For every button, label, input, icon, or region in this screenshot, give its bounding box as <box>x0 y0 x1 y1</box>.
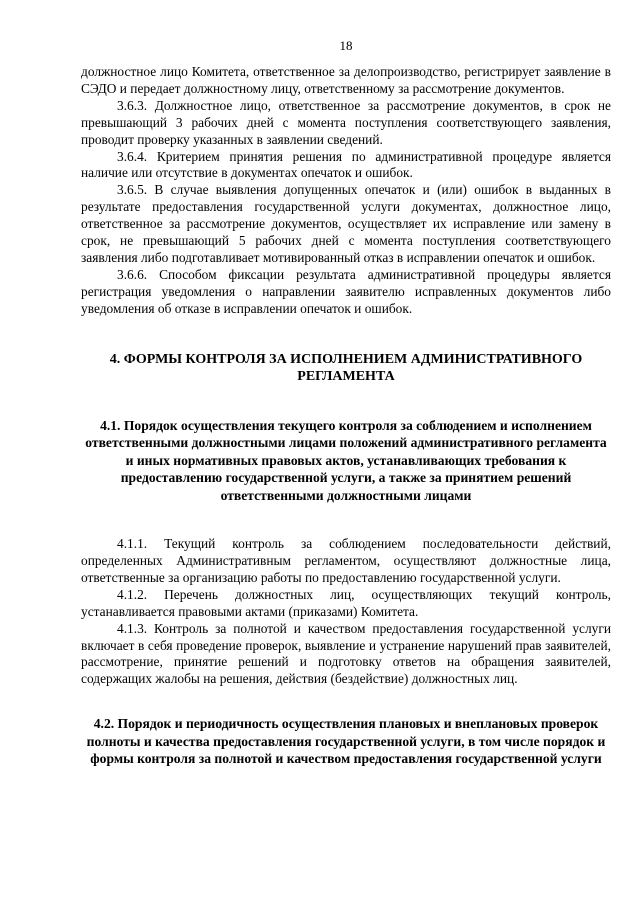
paragraph-3-6-3: 3.6.3. Должностное лицо, ответственное за рассмотрение документов, в срок не превышающий 3 рабочих дней с момента поступления соответствующего заявления, проводит проверку указанных в заявлении сведений. <box>81 97 611 147</box>
paragraph-3-6-4: 3.6.4. Критерием принятия решения по административной процедуре является наличие или отсутствие в документах опечаток и ошибок. <box>81 148 611 181</box>
section-4-title: 4. ФОРМЫ КОНТРОЛЯ ЗА ИСПОЛНЕНИЕМ АДМИНИСТРАТИВНОГО РЕГЛАМЕНТА <box>109 351 583 384</box>
subsection-4-2-title: 4.2. Порядок и периодичность осуществления плановых и внеплановых проверок полноты и качества предоставления государственной услуги, в том числе порядок и формы контроля за полнотой и качеством предоставления государственной услуги <box>86 716 606 767</box>
document-page <box>81 0 611 800</box>
page-number: 18 <box>339 38 353 53</box>
subsection-4-1-title: 4.1. Порядок осуществления текущего контроля за соблюдением и исполнением ответственными должностными лицами положений административного регламента и иных нормативных правовых актов, устанавливающих требования к предоставлению государственной услуги, а также за принятием решений ответственными должностными лицами <box>85 417 607 503</box>
paragraph-continuation: должностное лицо Комитета, ответственное за делопроизводство, регистрирует заявление в СЭДО и передает должностному лицу, ответственному за рассмотрение документов. <box>81 64 611 96</box>
paragraph-4-1-2: 4.1.2. Перечень должностных лиц, осуществляющих текущий контроль, устанавливается правовыми актами (приказами) Комитета. <box>81 586 611 619</box>
paragraph-3-6-5: 3.6.5. В случае выявления допущенных опечаток и (или) ошибок в выданных в результате предоставления государственной услуги документах, должностное лицо, ответственное за рассмотрение документов, осуществляет их исправление или замену в срок, не превышающий 5 рабочих дней с момента поступления соответствующего заявления либо подготавливает мотивированный отказ в исправлении опечаток и ошибок. <box>81 182 611 265</box>
paragraph-4-1-1: 4.1.1. Текущий контроль за соблюдением последовательности действий, определенных Административным регламентом, осуществляют должностные лица, ответственные за организацию работы по предоставлению государственной услуги. <box>81 536 611 585</box>
paragraph-4-1-3: 4.1.3. Контроль за полнотой и качеством предоставления государственной услуги включает в себя проведение проверок, выявление и устранение нарушений прав заявителей, рассмотрение, принятие решений и подготовку ответов на обращения заявителей, содержащих жалобы на решения, действия (бездействие) должностных лиц. <box>81 620 611 687</box>
paragraph-3-6-6: 3.6.6. Способом фиксации результата административной процедуры является регистрация уведомления о направлении заявителю исправленных документов либо уведомления об отказе в исправлении опечаток и ошибок. <box>81 266 611 316</box>
